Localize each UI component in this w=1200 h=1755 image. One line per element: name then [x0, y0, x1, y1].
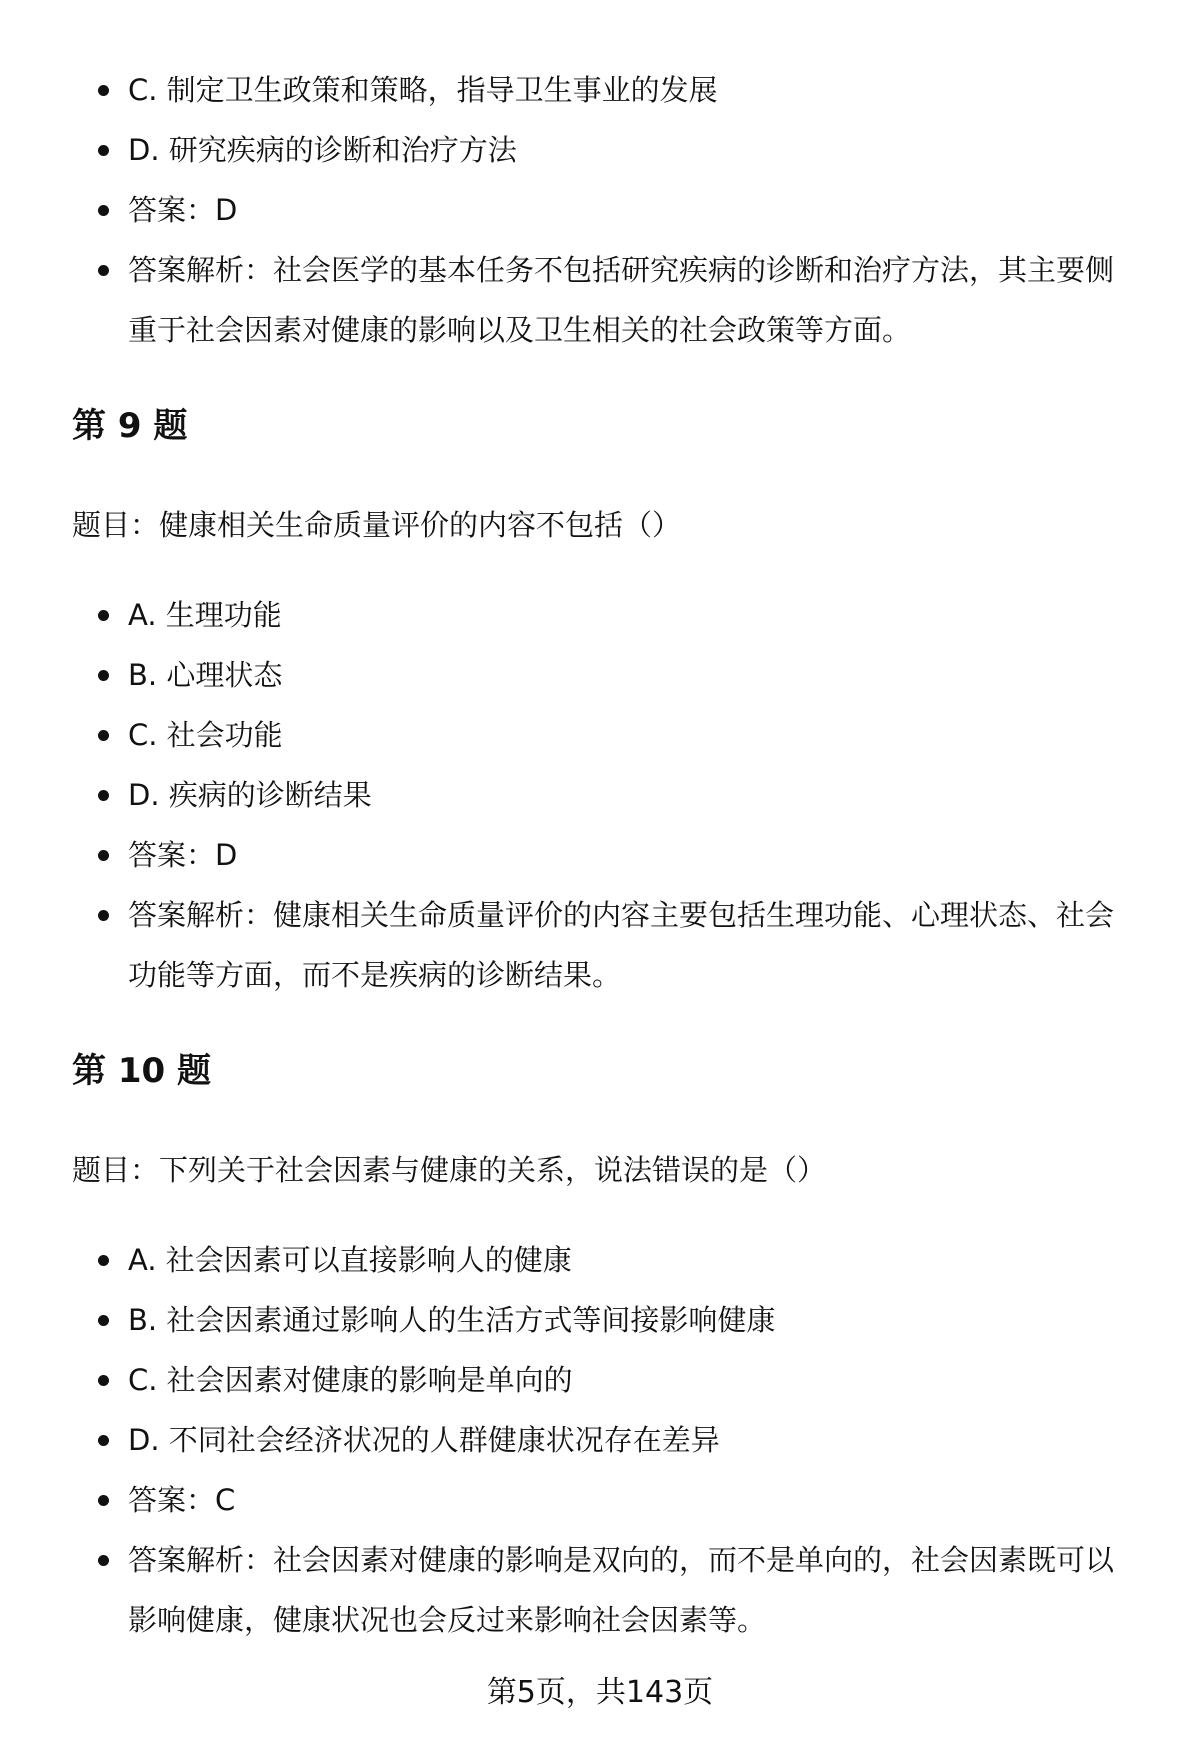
answer-explanation-text: 答案解析：社会医学的基本任务不包括研究疾病的诊断和治疗方法，其主要侧重于社会因素对健康的影响以及卫生相关的社会政策等方面。: [128, 253, 1115, 347]
option-b-text: B. 社会因素通过影响人的生活方式等间接影响健康: [128, 1303, 776, 1337]
option-d-text: D. 不同社会经济状况的人群健康状况存在差异: [128, 1423, 720, 1457]
bullet-icon: [98, 1495, 109, 1506]
bullet-icon: [98, 790, 109, 801]
answer-explanation-text: 答案解析：社会因素对健康的影响是双向的，而不是单向的，社会因素既可以影响健康，健康状况也会反过来影响社会因素等。: [128, 1543, 1115, 1637]
question-10-options: [0, 1230, 1200, 1650]
bullet-icon: [98, 1255, 109, 1266]
bullet-icon: [98, 610, 109, 621]
list-item: [0, 1350, 1200, 1410]
option-d-text: D. 研究疾病的诊断和治疗方法: [128, 133, 517, 167]
option-c-text: C. 社会因素对健康的影响是单向的: [128, 1363, 573, 1397]
option-a-text: A. 生理功能: [128, 598, 282, 632]
list-item: [0, 765, 1200, 825]
answer-text: 答案：D: [128, 838, 238, 872]
list-item: [0, 1470, 1200, 1530]
answer-text: 答案：D: [128, 193, 238, 227]
list-item: [0, 705, 1200, 765]
bullet-icon: [98, 145, 109, 156]
option-d-text: D. 疾病的诊断结果: [128, 778, 372, 812]
question-9-options: [0, 585, 1200, 1005]
list-item: [0, 885, 1200, 1005]
bullet-icon: [98, 1315, 109, 1326]
bullet-icon: [98, 910, 109, 921]
question-10-heading: 第 10 题: [72, 1051, 211, 1091]
list-item: [0, 240, 1200, 360]
list-item: [0, 825, 1200, 885]
list-item: [0, 120, 1200, 180]
list-item: [0, 180, 1200, 240]
page-number: 第5页，共143页: [486, 1675, 714, 1710]
list-item: [0, 645, 1200, 705]
bullet-icon: [98, 205, 109, 216]
list-item: [0, 1290, 1200, 1350]
bullet-icon: [98, 850, 109, 861]
bullet-icon: [98, 1435, 109, 1446]
option-a-text: A. 社会因素可以直接影响人的健康: [128, 1243, 572, 1277]
bullet-icon: [98, 1555, 109, 1566]
list-item: [0, 1230, 1200, 1290]
answer-text: 答案：C: [128, 1483, 236, 1517]
bullet-icon: [98, 730, 109, 741]
question-9-heading: 第 9 题: [72, 406, 188, 446]
prev-question-options: [0, 60, 1200, 360]
list-item: [0, 60, 1200, 120]
bullet-icon: [98, 85, 109, 96]
option-c-text: C. 社会功能: [128, 718, 283, 752]
question-10-prompt: 题目：下列关于社会因素与健康的关系，说法错误的是（）: [72, 1153, 827, 1187]
option-b-text: B. 心理状态: [128, 658, 283, 692]
bullet-icon: [98, 265, 109, 276]
answer-explanation-text: 答案解析：健康相关生命质量评价的内容主要包括生理功能、心理状态、社会功能等方面，而不是疾病的诊断结果。: [128, 898, 1115, 992]
question-9-prompt: 题目：健康相关生命质量评价的内容不包括（）: [72, 508, 682, 542]
option-c-text: C. 制定卫生政策和策略，指导卫生事业的发展: [128, 73, 718, 107]
list-item: [0, 1410, 1200, 1470]
bullet-icon: [98, 670, 109, 681]
list-item: [0, 1530, 1200, 1650]
bullet-icon: [98, 1375, 109, 1386]
list-item: [0, 585, 1200, 645]
